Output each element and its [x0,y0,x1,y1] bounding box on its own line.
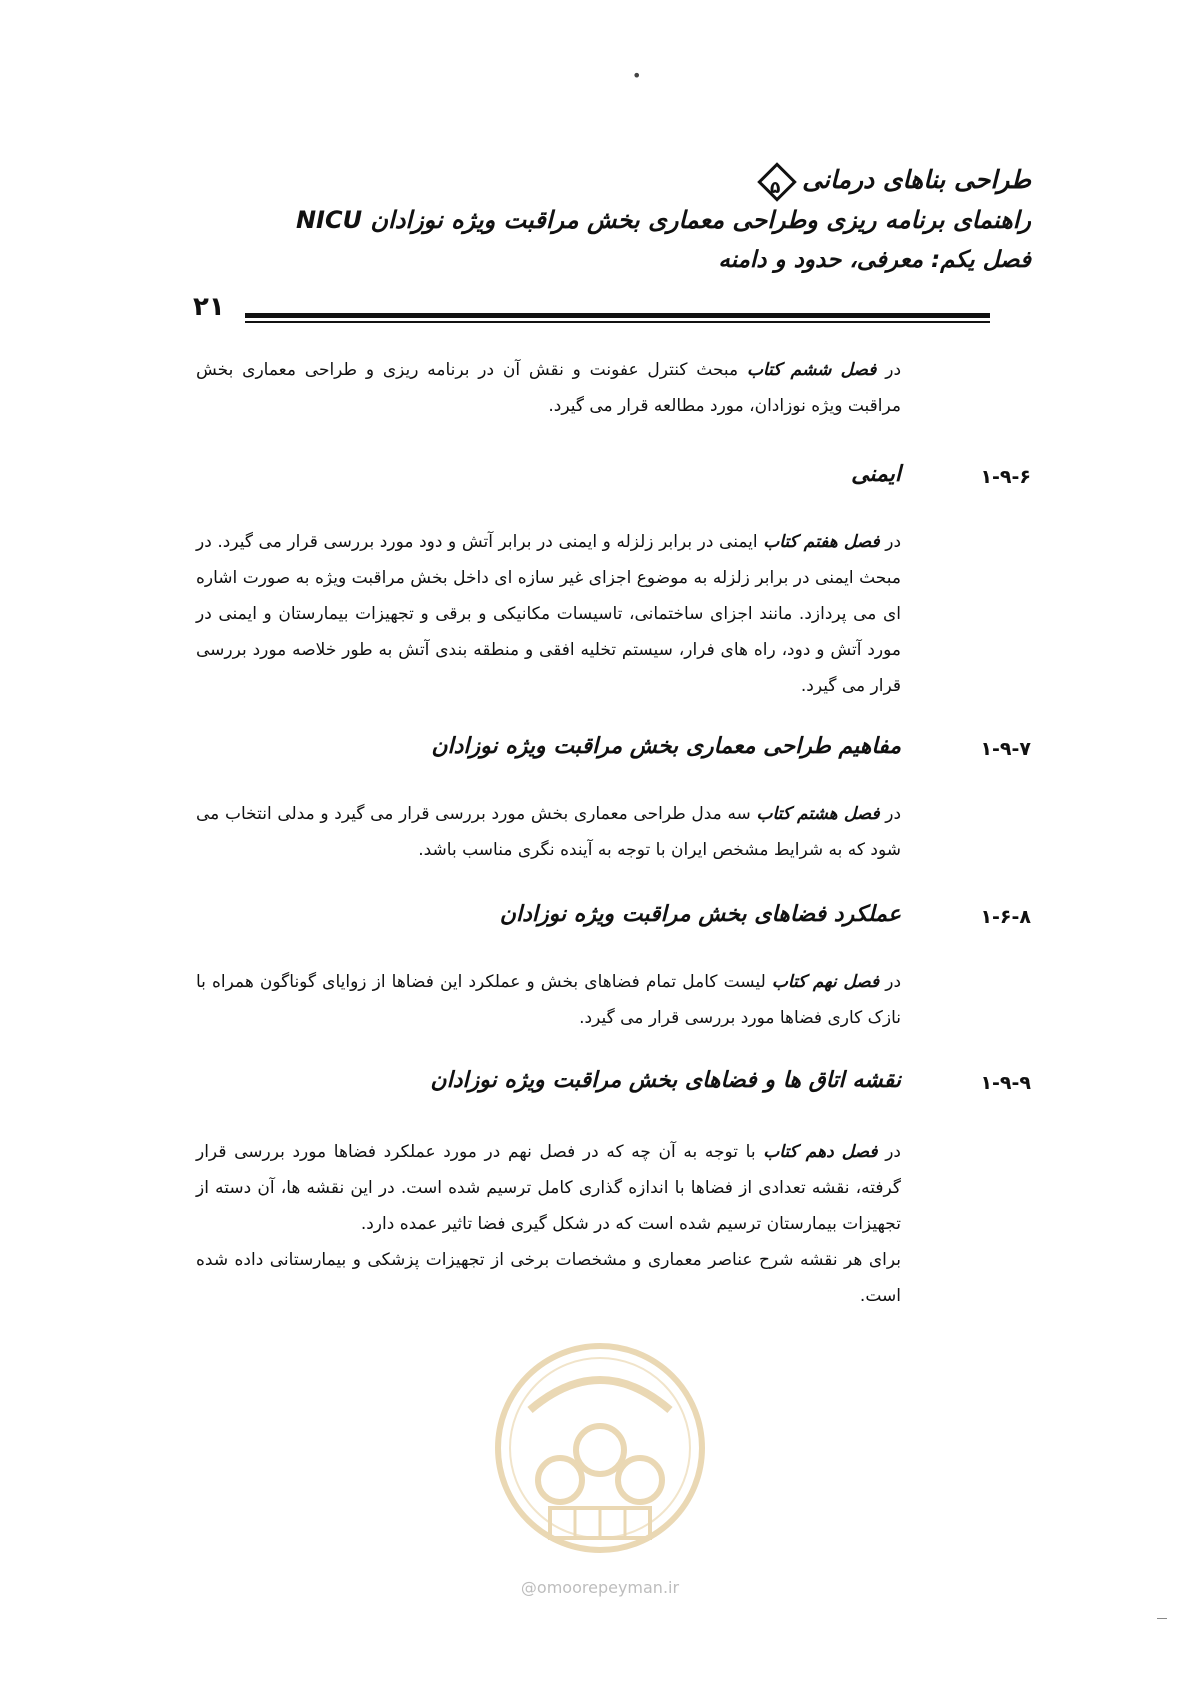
section-number: ۱-۹-۶ [980,466,1031,488]
volume-badge-icon [760,165,790,198]
chapter-title: فصل یکم: معرفی، حدود و دامنه [718,247,1031,273]
edge-mark [1157,1618,1167,1619]
watermark-url: @omoorepeyman.ir [520,1578,680,1597]
section-number: ۱-۶-۸ [980,906,1031,928]
section-heading: مفاهیم طراحی معماری بخش مراقبت ویژه نوزادان [431,734,901,759]
chapter-reference: فصل ششم کتاب [746,360,877,380]
section-paragraph: در فصل نهم کتاب لیست کامل تمام فضاهای بخش و عملکرد این فضاها از زوایای گوناگون همراه با نازک کاری فضاها مورد بررسی قرار می گیرد. [196,972,902,1028]
chapter-reference: فصل هشتم کتاب [756,804,880,824]
volume-number: ۵ [769,178,781,198]
section-paragraph: در فصل دهم کتاب با توجه به آن چه که در فصل نهم در مورد عملکرد فضاها مورد بررسی قرار گرفته، نقشه تعدادی از فضاها با اندازه گذاری کامل ترسیم شده است. در این نقشه ها، آن دسته از تجهیزات بیمارستان ترسیم شده است که در شکل گیری فضا تاثیر عمده دارد. [196,1142,901,1234]
chapter-reference: فصل هفتم کتاب [763,532,880,552]
seal-icon [490,1330,710,1570]
section-heading: ایمنی [851,462,901,487]
watermark-logo [490,1330,710,1620]
header-rule [245,313,990,318]
section-number: ۱-۹-۷ [980,738,1031,760]
section-paragraph: در فصل هفتم کتاب ایمنی در برابر زلزله و ایمنی در برابر آتش و دود مورد بررسی قرار می گیرد. در مبحث ایمنی در برابر زلزله به موضوع اجزای غیر سازه ای داخل بخش مراقبت ویژه به صورت اشاره ای می پردازد. مانند اجزای ساختمانی، تاسیسات مکانیکی و برقی و تجهیزات بیمارستان و ایمنی در مورد آتش و دود، راه های فرار، سیستم تخلیه افقی و منطقه بندی آتش به طور خلاصه مورد بررسی قرار می گیرد. [196,532,902,696]
series-title: طراحی بناهای درمانی [802,165,1031,194]
book-title: راهنمای برنامه ریزی وطراحی معماری بخش مراقبت ویژه نوزادان NICU [295,206,1031,234]
page-mark: • [632,66,642,85]
section-number: ۱-۹-۹ [980,1072,1031,1094]
intro-paragraph: در فصل ششم کتاب مبحث کنترل عفونت و نقش آن در برنامه ریزی و طراحی معماری بخش مراقبت ویژه نوزادان، مورد مطالعه قرار می گیرد. [196,360,902,416]
section-heading: نقشه اتاق ها و فضاهای بخش مراقبت ویژه نوزادان [430,1068,901,1093]
running-header [131,160,1031,280]
section-heading: عملکرد فضاهای بخش مراقبت ویژه نوزادان [499,902,901,927]
page-number: ۲۱ [193,292,225,322]
chapter-reference: فصل نهم کتاب [771,972,880,992]
section-paragraph-extra: برای هر نقشه شرح عناصر معماری و مشخصات برخی از تجهیزات پزشکی و بیمارستانی داده شده است. [196,1250,901,1306]
series-title-row [131,160,1031,200]
section-paragraph: در فصل هشتم کتاب سه مدل طراحی معماری بخش مورد بررسی قرار می گیرد و مدلی انتخاب می شود که به شرایط مشخص ایران با توجه به آینده نگری مناسب باشد. [196,804,902,860]
header-rule-thin [245,321,990,323]
chapter-reference: فصل دهم کتاب [763,1142,878,1162]
